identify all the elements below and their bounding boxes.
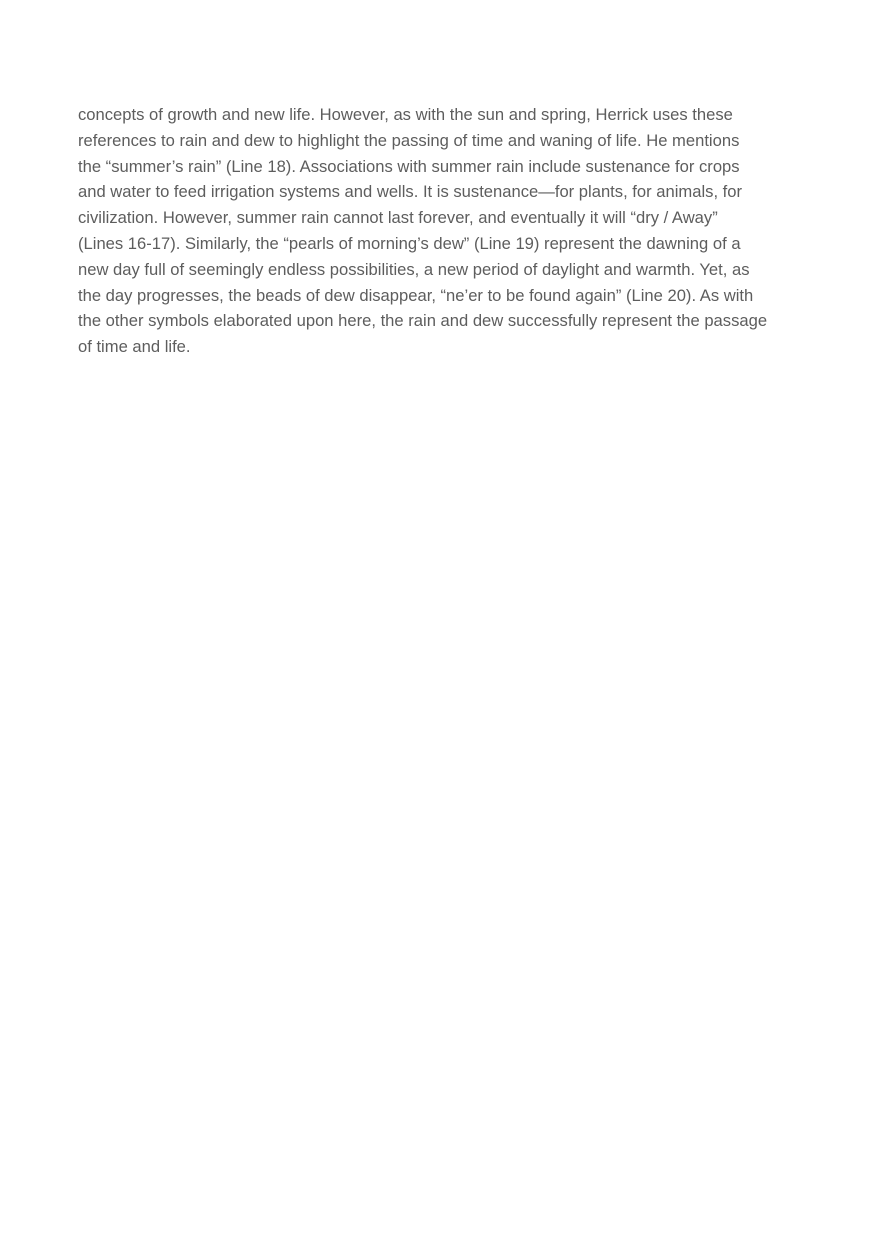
paragraph-line: the “summer’s rain” (Line 18). Associations with summer rain include sustenance for crops [78, 156, 740, 176]
paragraph-line: civilization. However, summer rain cannot last forever, and eventually it will “dry / Away” [78, 208, 718, 228]
paragraph-line: and water to feed irrigation systems and wells. It is sustenance—for plants, for animals, for [78, 182, 743, 202]
paragraph-line: the other symbols elaborated upon here, the rain and dew successfully represent the passage [78, 311, 768, 331]
paragraph-line: of time and life. [78, 337, 191, 357]
paragraph-line: references to rain and dew to highlight the passing of time and waning of life. He mentions [78, 130, 740, 150]
body-paragraph [78, 102, 808, 360]
paragraph-line: concepts of growth and new life. However, as with the sun and spring, Herrick uses these [78, 105, 733, 124]
paragraph-line: new day full of seemingly endless possibilities, a new period of daylight and warmth. Yet, as [78, 259, 750, 279]
paragraph-line: the day progresses, the beads of dew disappear, “ne’er to be found again” (Line 20). As with [78, 285, 754, 305]
paragraph-line: (Lines 16-17). Similarly, the “pearls of morning’s dew” (Line 19) represent the dawning of a [78, 233, 741, 253]
